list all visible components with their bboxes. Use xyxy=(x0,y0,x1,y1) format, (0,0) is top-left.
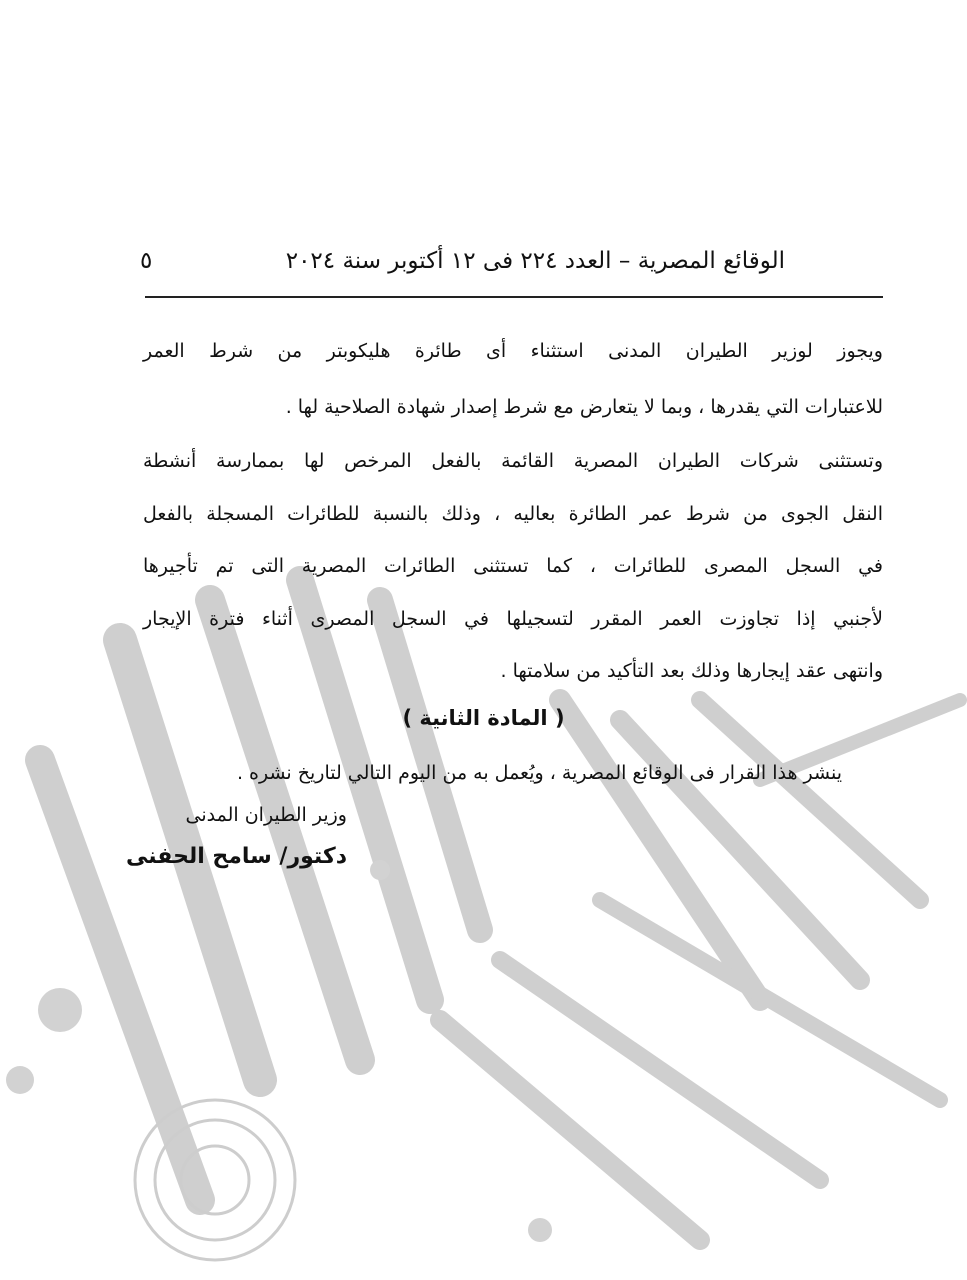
paragraph-2-line-3: في السجل المصرى للطائرات ، كما تستثنى الطائرات المصرية التى تم تأجيرها xyxy=(143,555,883,577)
paragraph-2-line-4: لأجنبي إذا تجاوزت العمر المقرر لتسجيلها في السجل المصرى أثناء فترة الإيجار xyxy=(143,608,883,630)
paragraph-1-line-2: للاعتبارات التي يقدرها ، وبما لا يتعارض مع شرط إصدار شهادة الصلاحية لها . xyxy=(285,396,883,418)
page-number: ٥ xyxy=(140,248,153,274)
paragraph-2-line-1: وتستثنى شركات الطيران المصرية القائمة بالفعل المرخص لها بممارسة أنشطة xyxy=(143,450,883,472)
header-divider xyxy=(145,296,883,298)
signature-title: وزير الطيران المدنى xyxy=(185,804,347,826)
paragraph-2-line-2: النقل الجوى من شرط عمر الطائرة بعاليه ، وذلك بالنسبة للطائرات المسجلة بالفعل xyxy=(143,503,883,525)
gazette-header-title: الوقائع المصرية – العدد ٢٢٤ فى ١٢ أكتوبر سنة ٢٠٢٤ xyxy=(285,248,785,274)
signature-name: دكتور/ سامح الحفنى xyxy=(126,844,347,869)
article-text: ينشر هذا القرار فى الوقائع المصرية ، ويُعمل به من اليوم التالي لتاريخ نشره . xyxy=(236,762,842,784)
paragraph-1-line-1: ويجوز لوزير الطيران المدنى استثناء أى طائرة هليكوبتر من شرط العمر xyxy=(143,340,883,362)
paragraph-2-line-5: وانتهى عقد إيجارها وذلك بعد التأكيد من سلامتها . xyxy=(500,660,883,682)
article-title: ( المادة الثانية ) xyxy=(402,706,565,730)
